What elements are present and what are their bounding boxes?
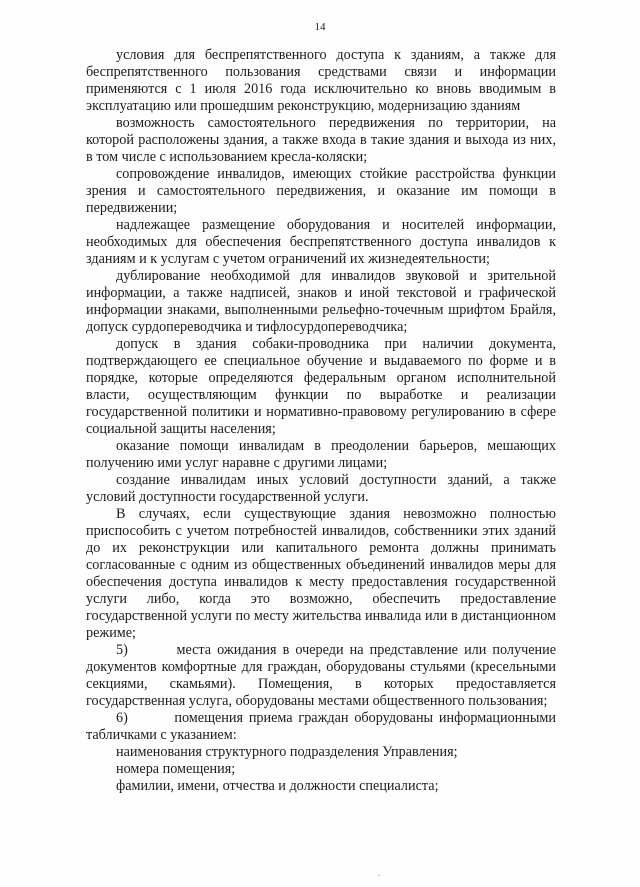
paragraph-guide-dog: допуск в здания собаки-проводника при наличии документа, подтверждающего ее специальное обучение и выдаваемого по форме и в порядке, которые определяются федеральным органом исполнительной власти, осуществляющим функции по выработке и реализации государственной политики и нормативно-правовому регулированию в сфере социальной защиты населения; [86,336,556,437]
item-number-5: 5) [116,642,128,658]
paragraph-item-6 [86,710,556,744]
paragraph-accessibility-conditions: условия для беспрепятственного доступа к зданиям, а также для беспрепятственного пользования средствами связи и информации применяются с 1 июля 2016 года исключительно ко вновь вводимым в эксплуатацию или прошедшим реконструкцию, модернизацию зданиям [86,47,556,114]
paragraph-room-number: номера помещения; [116,761,236,777]
paragraph-escort: сопровождение инвалидов, имеющих стойкие расстройства функции зрения и самостоятельного передвижения, и оказание им помощи в передвижении; [86,166,556,216]
paragraph-braille-duplication: дублирование необходимой для инвалидов звуковой и зрительной информации, а также надписей, знаков и иной текстовой и графической информации знаками, выполненными рельефно-точечным шрифтом Брайля, допуск сурдопереводчика и тифлосурдопереводчика; [86,268,556,335]
paragraph-existing-buildings: В случаях, если существующие здания невозможно полностью приспособить с учетом потребностей инвалидов, собственники этих зданий до их реконструкции или капитального ремонта должны принимать согласованные с одним из общественных объединений инвалидов меры для обеспечения доступа инвалидов к месту предоставления государственной услуги либо, когда это возможно, обеспечить предоставление государственной услуги по месту жительства инвалида или в дистанционном режиме; [86,506,556,641]
paragraph-department-name: наименования структурного подразделения Управления; [116,744,458,760]
paragraph-other-conditions: создание инвалидам иных условий доступности зданий, а также условий доступности государственной услуги. [86,472,556,505]
paragraph-barrier-assistance: оказание помощи инвалидам в преодолении барьеров, мешающих получению ими услуг наравне с другими лицами; [86,438,556,471]
paragraph-specialist-name: фамилии, имени, отчества и должности специалиста; [116,778,439,794]
page-number: 14 [314,21,326,33]
document-body [86,47,556,795]
item-5-text: места ожидания в очереди на представление или получение документов комфортные для граждан, оборудованы стульями (кресельными секциями, скамьями). Помещения, в которых предоставляется государственная услуга, оборудованы местами общественного пользования; [86,642,557,709]
item-6-text: помещения приема граждан оборудованы информационными табличками с указанием: [86,710,556,743]
paragraph-equipment-placement: надлежащее размещение оборудования и носителей информации, необходимых для обеспечения беспрепятственного доступа инвалидов к зданиям и к услугам с учетом ограничений их жизнедеятельности; [86,217,556,267]
scan-speck [378,875,380,876]
paragraph-item-5 [86,642,556,710]
paragraph-independent-movement: возможность самостоятельного передвижения по территории, на которой расположены здания, а также входа в такие здания и выхода из них, в том числе с использованием кресла-коляски; [86,115,556,165]
item-number-6: 6) [116,710,128,726]
